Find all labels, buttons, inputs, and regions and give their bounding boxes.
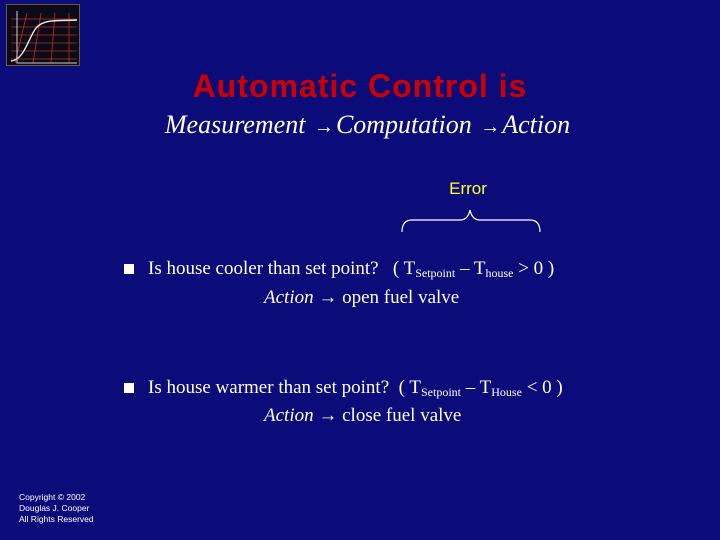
action-arrow-icon: →	[318, 405, 338, 426]
action-word: Action	[264, 405, 314, 426]
action-word: Action	[264, 287, 314, 308]
logo-image	[6, 4, 80, 66]
subtitle-computation: Computation	[335, 110, 472, 139]
expr-close: < 0 )	[521, 377, 563, 398]
bullet-square-icon	[124, 383, 134, 393]
copyright-author: Douglas J. Cooper	[19, 503, 90, 513]
subtitle-action: Action	[502, 110, 571, 139]
copyright-line: Copyright © 2002	[19, 492, 86, 502]
expr-minus: – T	[461, 377, 492, 398]
subscript-house: house	[485, 266, 514, 280]
action-text: close fuel valve	[342, 405, 462, 426]
copyright-notice	[19, 492, 94, 525]
brace-icon	[398, 206, 544, 236]
expr-minus: – T	[455, 258, 486, 279]
right-arrow-icon: →	[480, 116, 501, 138]
subscript-house: House	[491, 385, 522, 399]
slide-subtitle	[0, 110, 720, 140]
subtitle-measurement: Measurement	[164, 110, 306, 139]
action-text: open fuel valve	[342, 287, 460, 308]
slide-title: Automatic Control is	[192, 68, 528, 104]
expr-close: > 0 )	[513, 258, 555, 279]
subscript-setpoint: Setpoint	[415, 266, 456, 280]
bullet-square-icon	[124, 264, 134, 274]
right-arrow-icon: →	[313, 116, 334, 138]
bullet-text: Is house cooler than set point?	[148, 258, 379, 279]
bullet-text: Is house warmer than set point?	[148, 377, 390, 398]
action-row-open	[264, 287, 459, 309]
action-arrow-icon: →	[318, 287, 338, 308]
copyright-rights: All Rights Reserved	[19, 514, 94, 524]
subscript-setpoint: Setpoint	[420, 385, 461, 399]
action-row-close	[264, 405, 461, 427]
response-curve-logo-icon	[7, 5, 79, 65]
bullet-item-warmer	[148, 377, 563, 400]
expr-open: ( T	[398, 377, 421, 398]
expr-open: ( T	[392, 258, 416, 279]
error-label: Error	[449, 179, 487, 198]
bullet-item-cooler	[148, 258, 554, 281]
